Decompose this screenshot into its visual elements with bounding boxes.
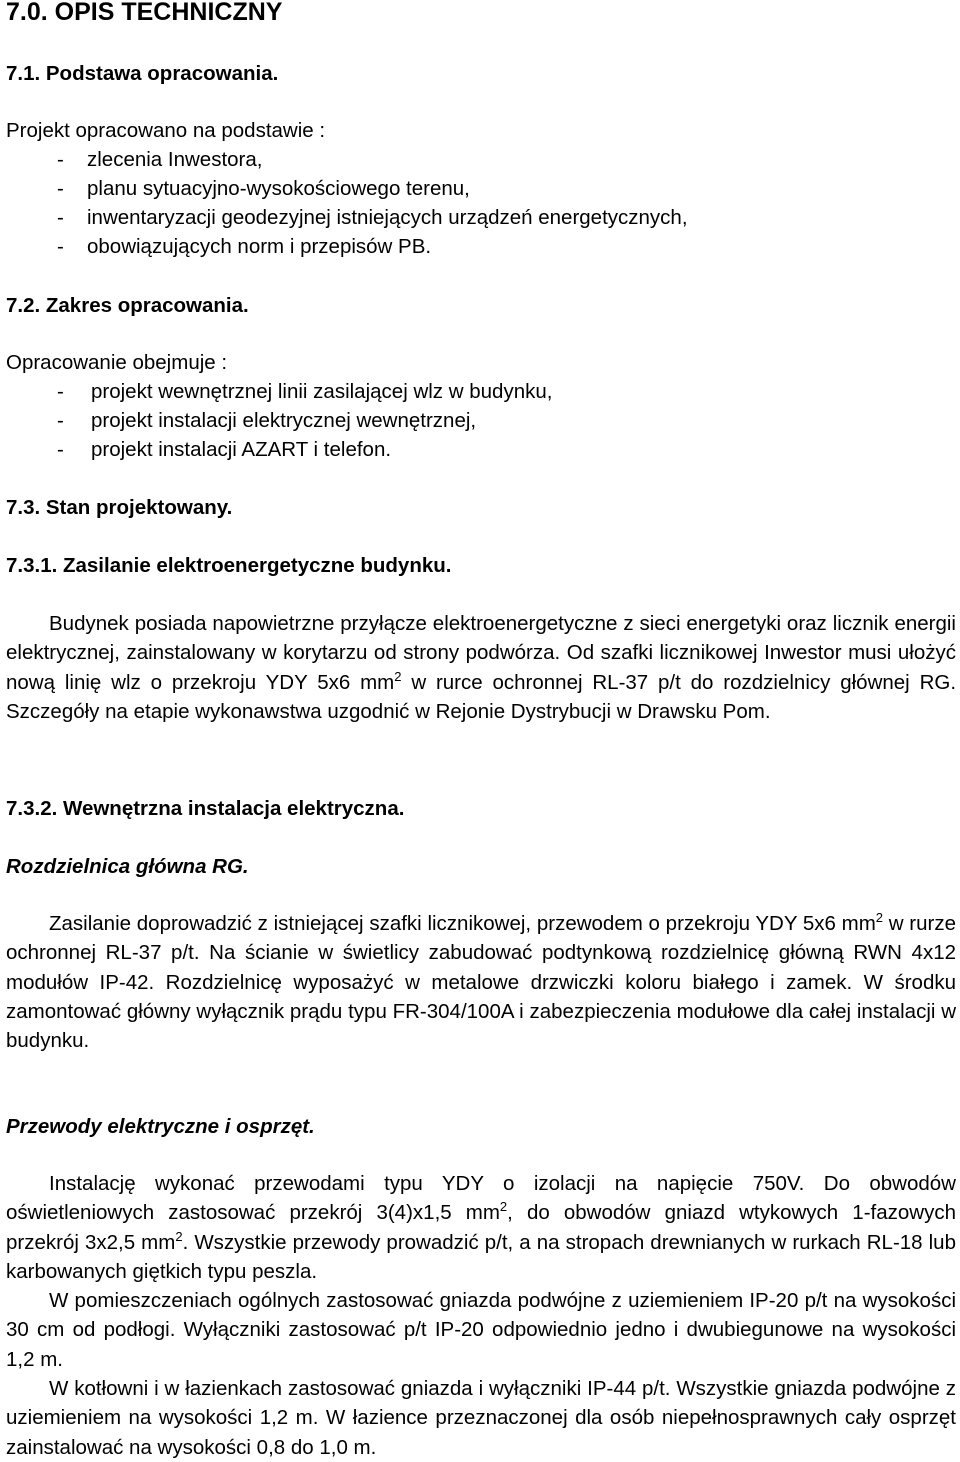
heading-7-3-2: 7.3.2. Wewnętrzna instalacja elektryczna.	[6, 797, 405, 820]
s71-list-item: - obowiązujących norm i przepisów PB.	[57, 235, 432, 258]
heading-7-3-1: 7.3.1. Zasilanie elektroenergetyczne budynku.	[6, 554, 452, 577]
s71-intro: Projekt opracowano na podstawie :	[6, 119, 326, 142]
paragraph-gniazda: W pomieszczeniach ogólnych zastosować gniazda podwójne z uziemieniem IP-20 p/t na wysokości 30 cm od podłogi. Wyłączniki zastosować p/t IP-20 odpowiednio jedno i dwubiegunowe na wysokości 1,2 m.	[6, 1289, 956, 1371]
s71-list-item: - zlecenia Inwestora,	[57, 148, 263, 171]
heading-7-2: 7.2. Zakres opracowania.	[6, 294, 249, 317]
s72-list-item: - projekt instalacji AZART i telefon.	[57, 438, 392, 461]
subheading-przewody: Przewody elektryczne i osprzęt.	[6, 1115, 315, 1138]
paragraph-zasilanie: Budynek posiada napowietrzne przyłącze elektroenergetyczne z sieci energetyki oraz licznik energii elektrycznej, zainstalowany w korytarzu od strony podwórza. Od szafki licznikowej Inwestor musi ułożyć nową linię wlz o przekroju YDY 5x6 $mm^2$ w rurce ochronnej RL-37 p/t do rozdzielnicy głównej RG. Szczegóły na etapie wykonawstwa uzgodnić w Rejonie Dystrybucji w Drawsku Pom.	[6, 612, 957, 723]
s72-list-item: - projekt wewnętrznej linii zasilającej wlz w budynku,	[57, 380, 553, 403]
paragraph-przewody: Instalację wykonać przewodami typu YDY o izolacji na napięcie 750V. Do obwodów oświetleniowych zastosować przekrój 3(4)x1,5 $mm^2$, do obwodów gniazd wtykowych 1-fazowych przekrój 3x2,5 $mm^2$. Wszystkie przewody prowadzić p/t, a na stropach drewnianych w rurkach RL-18 lub karbowanych giętkich typu peszla. W pomieszczeniach ogólnych zastosować gniazda podwójne z uziemieniem IP-20 p/t na wysokości 30 cm od podłogi. Wyłączniki zastosować p/t IP-20 odpowiednio jedno i dwubiegunowe na wysokości 1,2 m. W kotłowni i w łazienkach zastosować gniazda i wyłączniki IP-44 p/t. Wszystkie gniazda podwójne z uziemieniem na wysokości 1,2 m. W łazience przeznaczonej dla osób niepełnosprawnych cały osprzęt zainstalować na wysokości 0,8 do 1,0 m.	[6, 1169, 956, 1462]
section-title: 7.0. OPIS TECHNICZNY	[6, 0, 283, 26]
paragraph-rozdzielnica: Zasilanie doprowadzić z istniejącej szafki licznikowej, przewodem o przekroju YDY 5x6 $mm^2$ w rurze ochronnej RL-37 p/t. Na ścianie w świetlicy zabudować podtynkową rozdzielnicę główną RWN 4x12 modułów IP-42. Rozdzielnicę wyposażyć w metalowe drzwiczki koloru białego i zamek. W środku zamontować główny wyłącznik prądu typu FR-304/100A i zabezpieczenia modułowe dla całej instalacji w budynku.	[6, 910, 956, 1053]
paragraph-kotlownia: W kotłowni i w łazienkach zastosować gniazda i wyłączniki IP-44 p/t. Wszystkie gniazda podwójne z uziemieniem na wysokości 1,2 m. W łazience przeznaczonej dla osób niepełnosprawnych cały osprzęt zainstalować na wysokości 0,8 do 1,0 m.	[6, 1377, 956, 1459]
s72-list-item: - projekt instalacji elektrycznej wewnętrznej,	[57, 409, 477, 432]
heading-7-3: 7.3. Stan projektowany.	[6, 496, 233, 519]
s72-intro: Opracowanie obejmuje :	[6, 351, 228, 374]
heading-7-1: 7.1. Podstawa opracowania.	[6, 62, 279, 85]
subheading-rozdzielnica: Rozdzielnica główna RG.	[6, 855, 249, 878]
s71-list-item: - inwentaryzacji geodezyjnej istniejących urządzeń energetycznych,	[57, 206, 688, 229]
s71-list-item: - planu sytuacyjno-wysokościowego terenu,	[57, 177, 470, 200]
